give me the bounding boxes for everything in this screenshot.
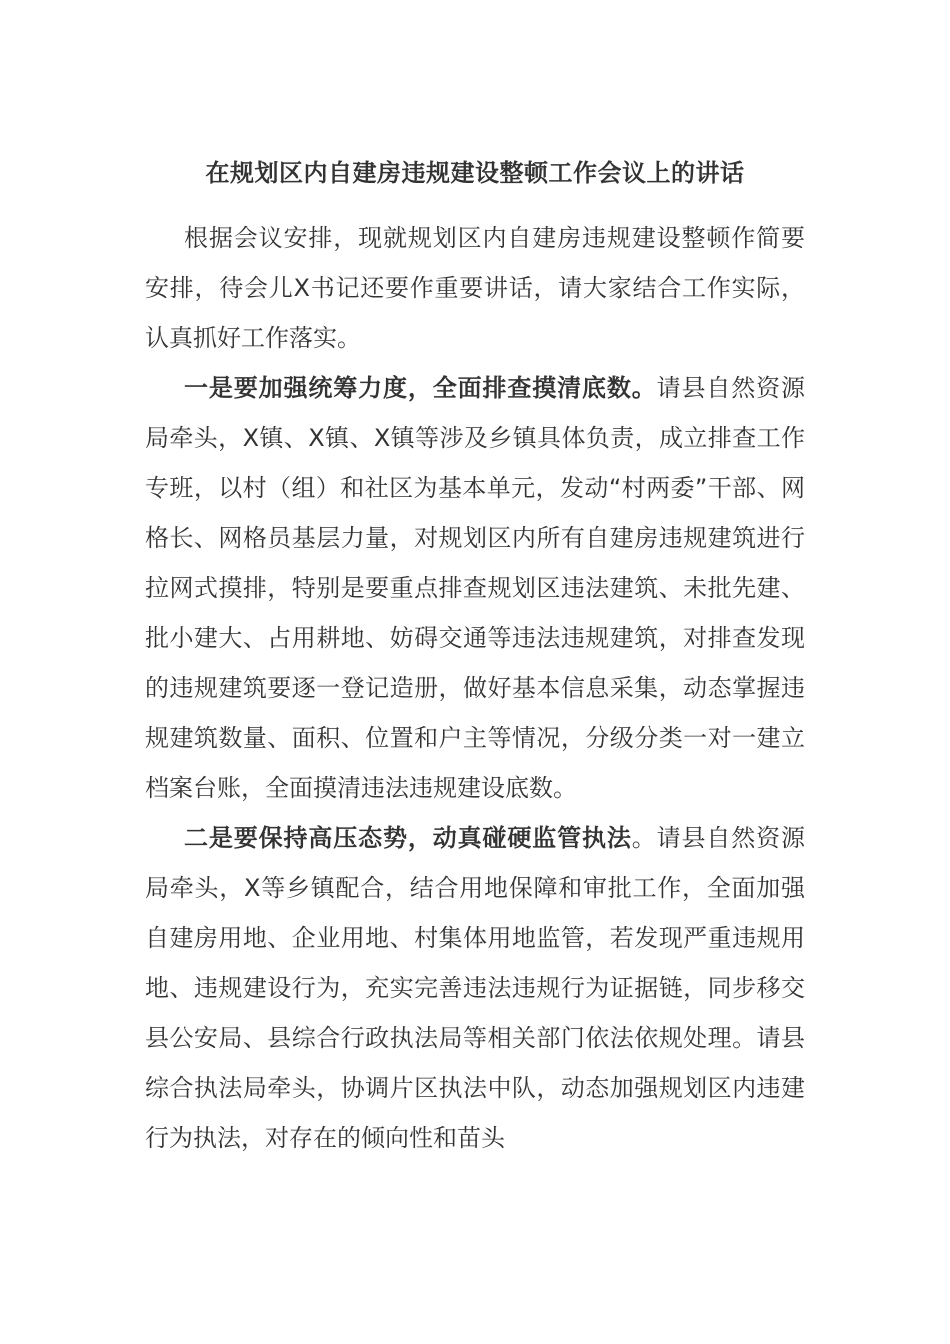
paragraph-text: 。请县自然资源局牵头，X等乡镇配合，结合用地保障和审批工作，全面加强自建房用地、企业用地、村集体用地监管，若发现严重违规用地、违规建设行为，充实完善违法违规行为证据链，同步移交县公安局、县综合行政执法局等相关部门依法依规处理。请县综合执法局牵头，协调片区执法中队，动态加强规划区内违建行为执法，对存在的倾向性和苗头	[145, 824, 805, 1152]
document-title: 在规划区内自建房违规建设整顿工作会议上的讲话	[205, 159, 745, 187]
paragraph-intro	[145, 213, 805, 363]
paragraph-text: 请县自然资源局牵头，X镇、X镇、X镇等涉及乡镇具体负责，成立排查工作专班，以村（组）和社区为基本单元，发动“村两委”干部、网格长、网格员基层力量，对规划区内所有自建房违规建筑进行拉网式摸排，特别是要重点排查规划区违法建筑、未批先建、批小建大、占用耕地、妨碍交通等违法违规建筑，对排查发现的违规建筑要逐一登记造册，做好基本信息采集，动态掌握违规建筑数量、面积、位置和户主等情况，分级分类一对一建立档案台账，全面摸清违法违规建设底数。	[145, 374, 805, 802]
paragraph-lead: 一是要加强统筹力度，全面排查摸清底数。	[184, 374, 657, 402]
paragraph-text: 根据会议安排，现就规划区内自建房违规建设整顿作简要安排，待会儿X书记还要作重要讲话，请大家结合工作实际，认真抓好工作落实。	[145, 224, 805, 352]
paragraph-point-one	[145, 363, 805, 813]
paragraph-point-two	[145, 813, 805, 1163]
paragraph-lead: 二是要保持高压态势，动真碰硬监管执法	[184, 824, 632, 852]
document-body	[145, 213, 805, 1163]
